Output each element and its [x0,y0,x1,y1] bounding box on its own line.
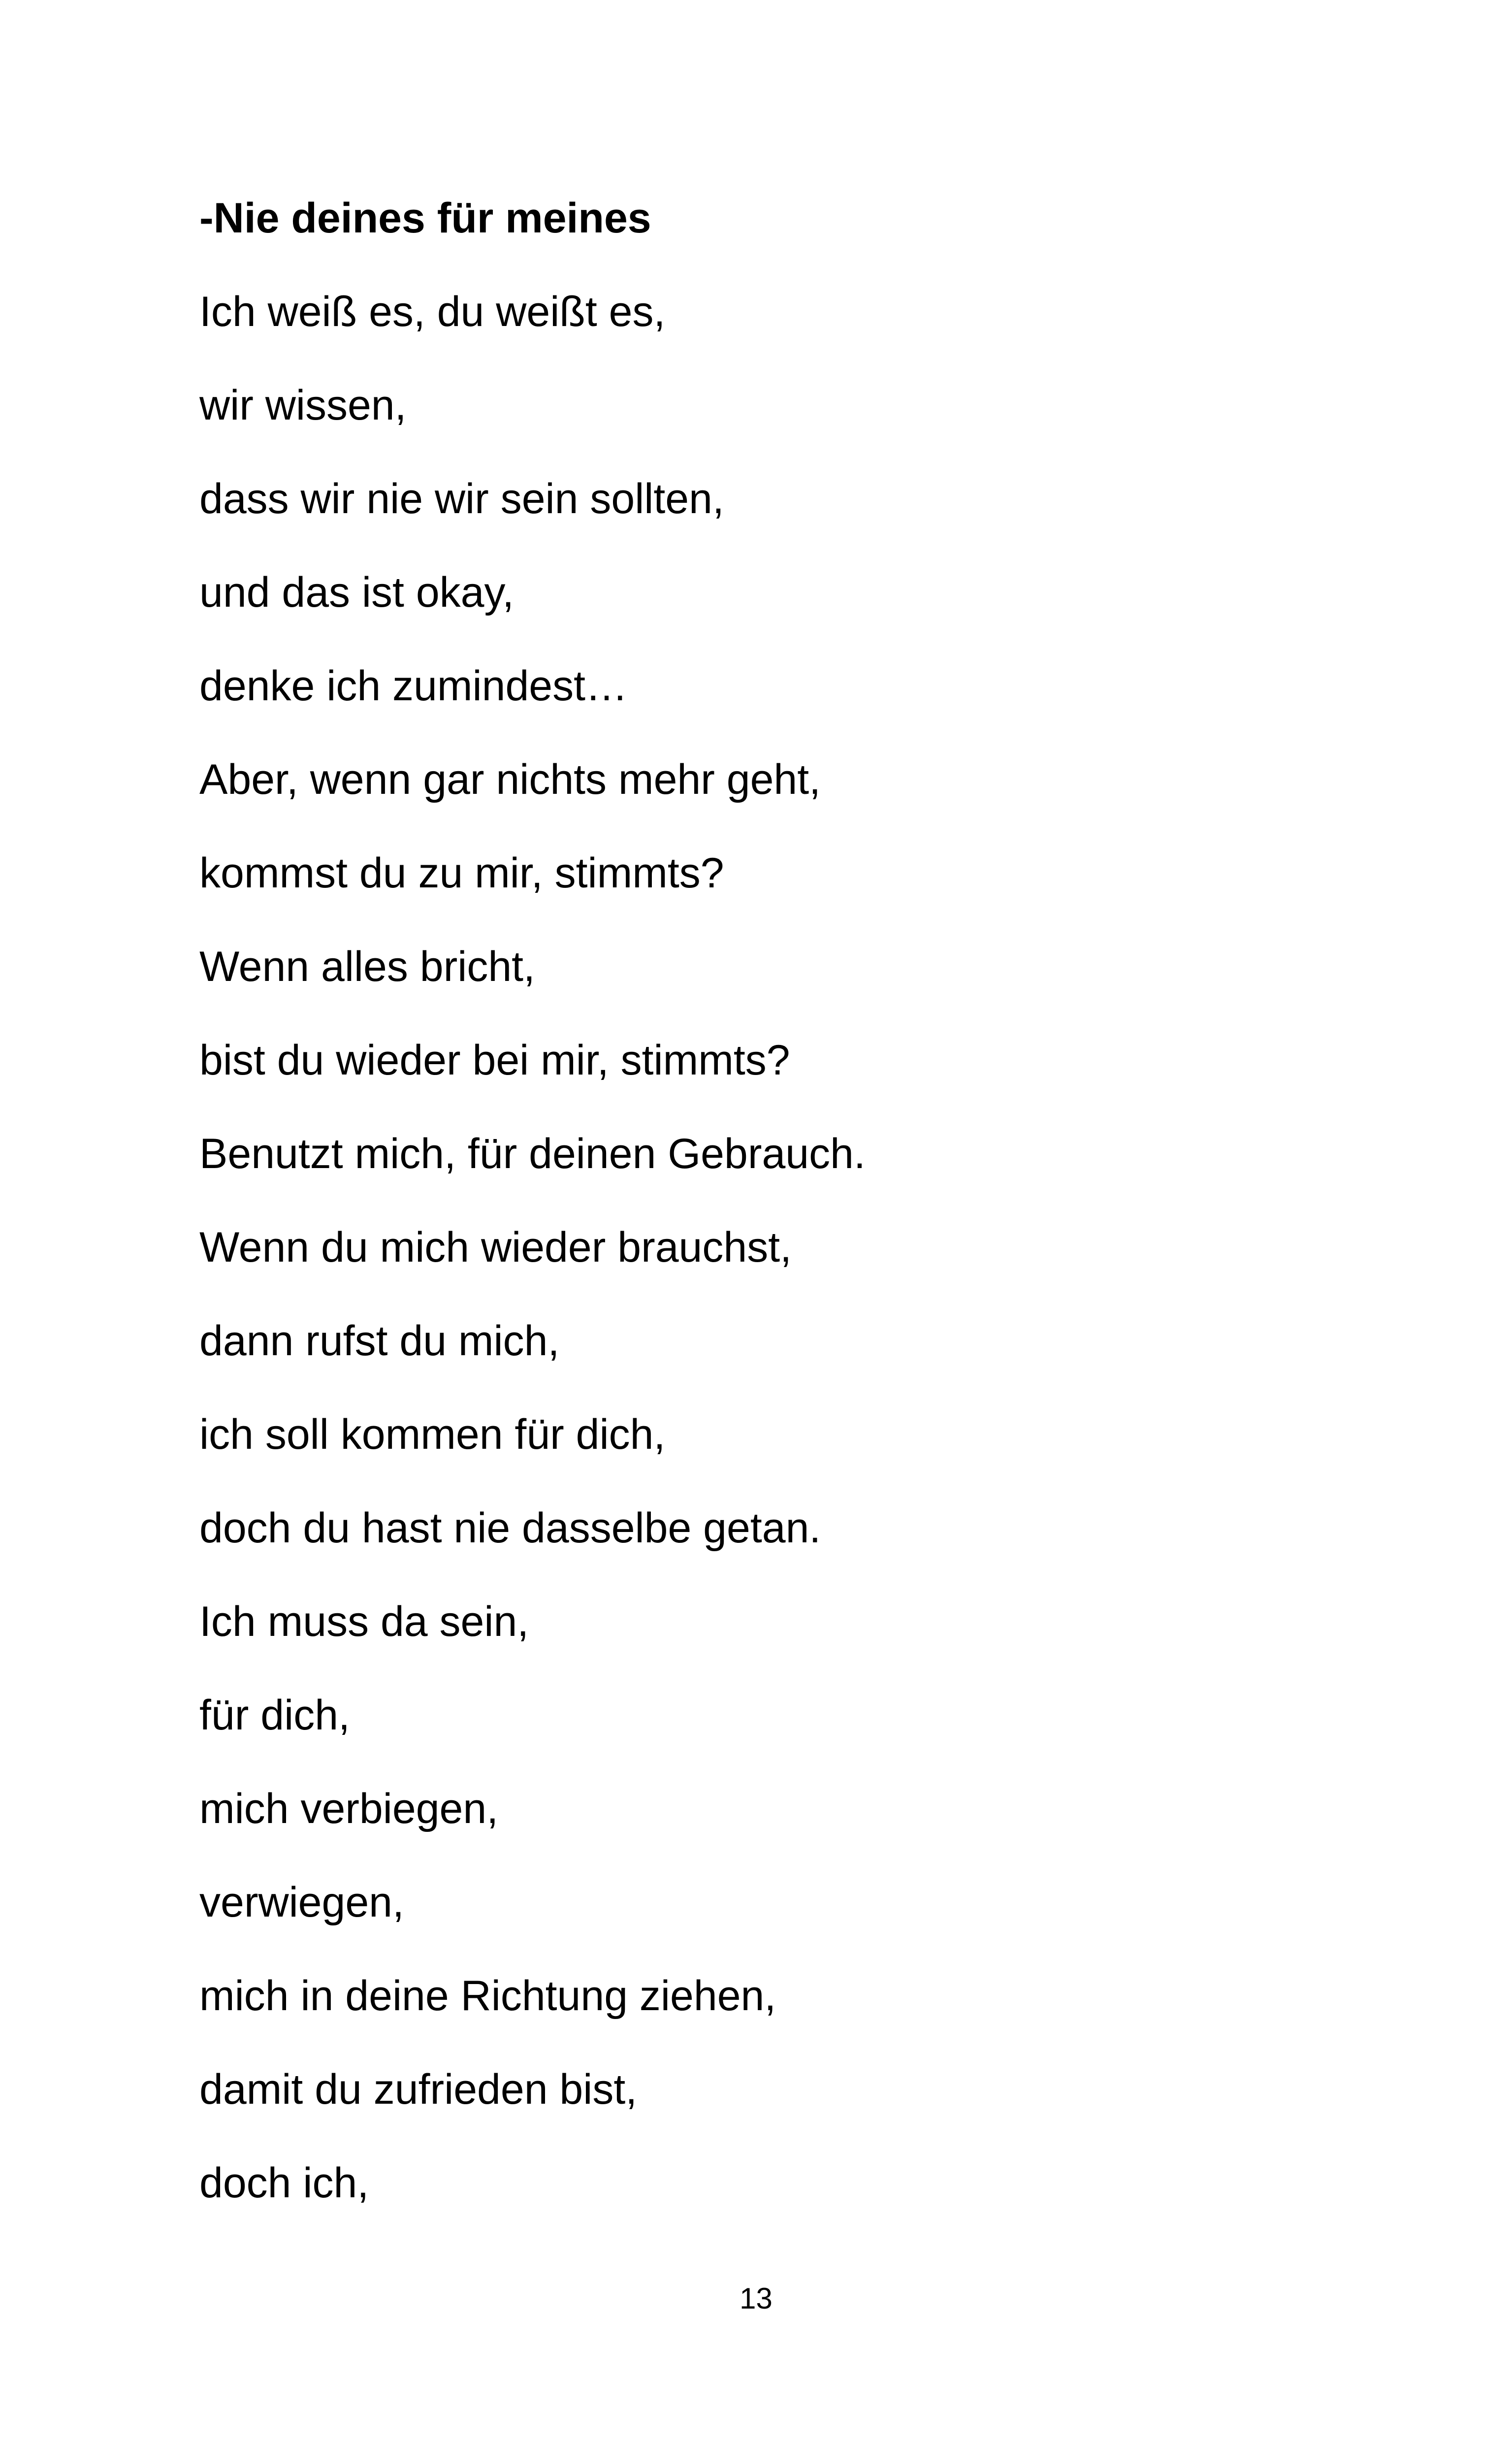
poem-line: Wenn alles bricht, [199,943,535,990]
poem-line: wir wissen, [199,382,407,429]
poem-line: dass wir nie wir sein sollten, [199,475,724,522]
poem-line: ich soll kommen für dich, [199,1411,666,1458]
poem-line: Ich weiß es, du weißt es, [199,288,666,335]
poem-line: doch ich, [199,2159,369,2207]
poem-line: denke ich zumindest… [199,662,628,710]
poem-title: -Nie deines für meines [199,195,651,242]
poem-line: Wenn du mich wieder brauchst, [199,1224,792,1271]
poem-line: mich in deine Richtung ziehen, [199,1972,776,2020]
poem-line: bist du wieder bei mir, stimmts? [199,1037,790,1084]
poem-line: Ich muss da sein, [199,1598,529,1645]
poem-line: kommst du zu mir, stimmts? [199,849,724,897]
poem [199,197,866,2255]
poem-line: mich verbiegen, [199,1785,499,1832]
page-number: 13 [740,2282,772,2315]
poem-line: Benutzt mich, für deinen Gebrauch. [199,1130,866,1177]
poem-line: und das ist okay, [199,569,514,616]
poem-line: damit du zufrieden bist, [199,2066,638,2113]
poem-line: verwiegen, [199,1879,404,1926]
poem-line: Aber, wenn gar nichts mehr geht, [199,756,821,803]
poem-line: doch du hast nie dasselbe getan. [199,1504,821,1552]
poem-line: für dich, [199,1692,350,1739]
poem-line: dann rufst du mich, [199,1317,560,1365]
